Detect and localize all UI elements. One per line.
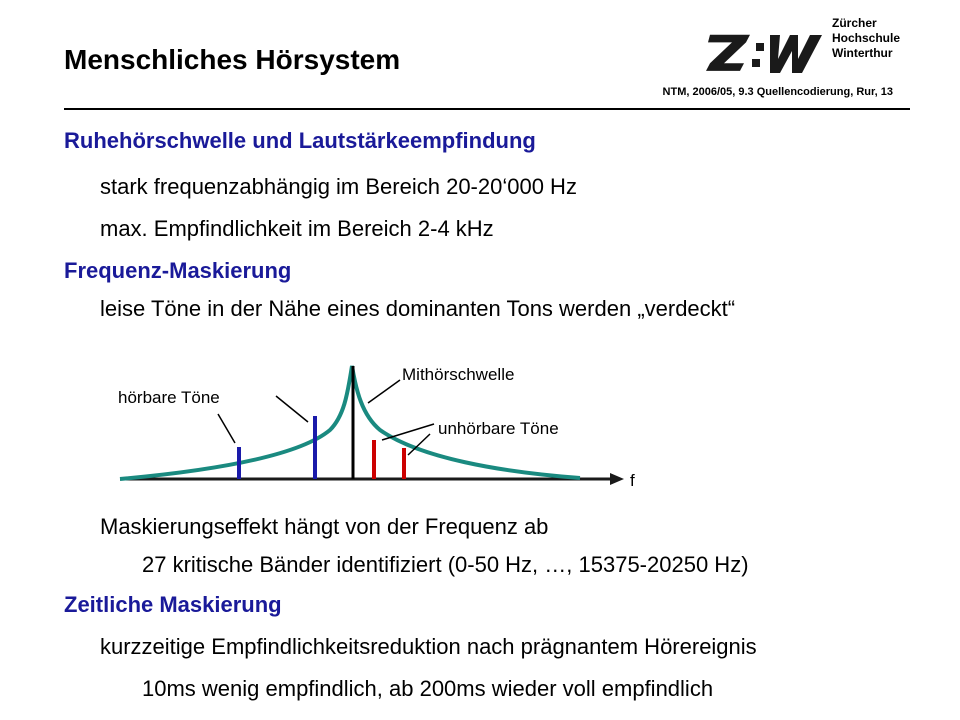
institution-line-2: Hochschule <box>832 31 901 45</box>
bullet-frequency-dependence: Maskierungseffekt hängt von der Frequenz ab <box>100 514 549 539</box>
bullet-max-sensitivity: max. Empfindlichkeit im Bereich 2-4 kHz <box>100 216 494 241</box>
institution-line-1: Zürcher <box>832 16 877 30</box>
header-divider <box>64 108 910 110</box>
section-heading-hearing-threshold: Ruhehörschwelle und Lautstärkeempfindung <box>64 128 536 153</box>
page-title: Menschliches Hörsystem <box>64 44 401 75</box>
pointer-audible-2 <box>276 396 308 422</box>
bullet-masking-description: leise Töne in der Nähe eines dominanten Tons werden „verdeckt“ <box>100 296 736 321</box>
label-masking-threshold: Mithörschwelle <box>402 365 515 384</box>
subbullet-timing: 10ms wenig empfindlich, ab 200ms wieder voll empfindlich <box>142 676 714 701</box>
masking-diagram <box>100 350 660 500</box>
section-heading-temporal-masking: Zeitliche Maskierung <box>64 592 282 617</box>
axis-arrowhead <box>610 473 624 485</box>
institution-line-3: Winterthur <box>832 46 893 60</box>
pointer-threshold <box>368 380 400 403</box>
label-audible-tones: hörbare Töne <box>118 388 220 407</box>
label-inaudible-tones: unhörbare Töne <box>438 419 559 438</box>
section-heading-frequency-masking: Frequenz-Maskierung <box>64 258 292 283</box>
subbullet-critical-bands: 27 kritische Bänder identifiziert (0-50 Hz, …, 15375-20250 Hz) <box>142 552 749 577</box>
zhw-logo <box>706 33 824 75</box>
pointer-audible-1 <box>218 414 235 443</box>
bullet-frequency-range: stark frequenzabhängig im Bereich 20-20‘000 Hz <box>100 174 577 199</box>
axis-label-frequency: f <box>630 471 635 490</box>
institution-name <box>832 16 900 61</box>
bullet-sensitivity-reduction: kurzzeitige Empfindlichkeitsreduktion nach prägnantem Hörereignis <box>100 634 757 659</box>
slide-reference: NTM, 2006/05, 9.3 Quellencodierung, Rur, 13 <box>662 86 893 98</box>
